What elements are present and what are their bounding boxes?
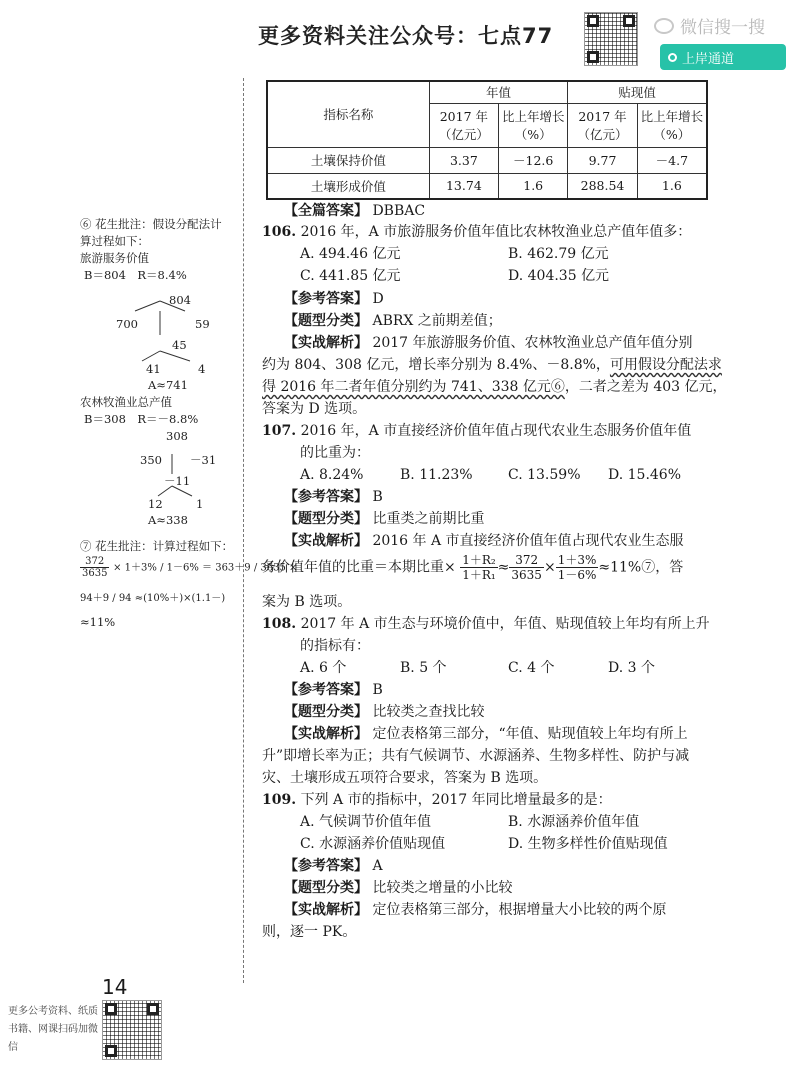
approx-sign: ≈ (497, 559, 510, 576)
tree-node: 350 (140, 453, 162, 467)
option-d: D. 生物多样性价值贴现值 (508, 836, 668, 852)
category-label: 【题型分类】 (284, 313, 368, 329)
note-text: 算过程如下： (80, 234, 149, 248)
q106-stem (262, 222, 691, 242)
tree-result: A≈338 (148, 513, 188, 527)
tree-node: 700 (116, 317, 138, 331)
analysis-line (284, 333, 693, 353)
analysis-text (262, 355, 722, 375)
note-text: B＝804 R＝8.4% (84, 268, 187, 282)
margin-divider (243, 78, 244, 983)
fraction-numerator: 372 (80, 556, 109, 568)
option-a: A. 8.24% (300, 467, 364, 483)
option-a: A. 494.46 亿元 (300, 246, 401, 262)
ref-answer-line (284, 856, 383, 876)
tree-node: 4 (198, 362, 206, 376)
table-subheader-year: 2017 年（亿元） (568, 103, 637, 147)
analysis-label: 【实战解析】 (284, 902, 368, 918)
category-line (284, 311, 502, 331)
ref-answer-line (284, 289, 384, 309)
answers-all-label: 【全篇答案】 (284, 203, 368, 219)
tree-node: 41 (146, 362, 161, 376)
analysis-text: 定位表格第三部分，“年值、贴现值较上年均有所上 (372, 726, 688, 742)
ref-answer-label: 【参考答案】 (284, 291, 368, 307)
question-stem: 下列 A 市的指标中，2017 年同比增量最多的是： (300, 792, 612, 808)
note-text: ≈11% (80, 615, 116, 629)
analysis-text (262, 377, 727, 397)
option-b: B. 5 个 (400, 660, 447, 676)
table-subheader-growth: 比上年增长（%） (637, 103, 707, 147)
analysis-text: 灾、土壤形成五项符合要求，答案为 B 选项。 (262, 770, 548, 786)
category-label: 【题型分类】 (284, 880, 368, 896)
category-value: 比较类之增量的小比较 (372, 880, 513, 896)
table-header-annual: 年值 (429, 81, 568, 103)
question-stem: 2017 年 A 市生态与环境价值中，年值、贴现值较上年均有所上升 (300, 616, 710, 632)
table-header-present: 贴现值 (568, 81, 707, 103)
option-b: B. 11.23% (400, 467, 473, 483)
category-value: 比较类之查找比较 (372, 704, 485, 720)
option-c: C. 4 个 (508, 660, 555, 676)
wechat-search-label: 微信搜一搜 (680, 18, 765, 38)
option-d: D. 404.35 亿元 (508, 268, 610, 284)
fraction (556, 553, 599, 582)
analysis-fragment: 务价值年值的比重＝本期比重× (262, 559, 456, 576)
analysis-fragment: 约为 804、308 亿元，增长率分别为 8.4%、－8.8%， (262, 357, 610, 373)
fraction-numerator: 1＋R₂ (462, 553, 496, 567)
tree-result: A≈741 (148, 378, 188, 392)
table-cell: －12.6 (499, 147, 568, 173)
question-number: 107. (262, 423, 297, 439)
table-subheader-year: 2017 年（亿元） (429, 103, 498, 147)
analysis-label: 【实战解析】 (284, 726, 368, 742)
analysis-text: 答案为 D 选项。 (262, 401, 367, 417)
option-c: C. 441.85 亿元 (300, 268, 401, 284)
tree-node: 1 (196, 497, 204, 511)
ref-answer-value: B (372, 489, 383, 505)
tree-node: 59 (195, 317, 210, 331)
category-line (284, 878, 512, 898)
fraction-numerator: 1＋3% (557, 553, 597, 567)
option-a: A. 6 个 (300, 660, 347, 676)
tree-node: 308 (166, 429, 188, 443)
q109-stem (262, 790, 612, 810)
note-text: 94＋9 / 94 ≈(10%＋)×(1.1－) (80, 593, 226, 604)
category-label: 【题型分类】 (284, 511, 368, 527)
times-sign: × (543, 559, 556, 576)
question-number: 108. (262, 616, 297, 632)
analysis-label: 【实战解析】 (284, 335, 368, 351)
option-b: B. 462.79 亿元 (508, 246, 609, 262)
tree-node: 12 (148, 497, 163, 511)
fraction-denominator: 1－6% (557, 568, 597, 582)
q108-stem (262, 614, 710, 634)
ref-answer-value: B (372, 682, 383, 698)
fraction-denominator: 1＋R₁ (462, 568, 496, 582)
analysis-label: 【实战解析】 (284, 533, 368, 549)
category-line (284, 509, 484, 529)
category-value: ABRX 之前期差值； (372, 313, 502, 329)
option-d: D. 15.46% (608, 467, 682, 483)
note-text: B＝308 R＝－8.8% (84, 412, 199, 426)
fraction-numerator: 372 (509, 553, 544, 568)
note-text: 旅游服务价值 (80, 251, 149, 265)
fraction-denominator: 3635 (82, 568, 108, 579)
analysis-line (284, 531, 684, 551)
ref-answer-value: D (372, 291, 384, 307)
analysis-text: 升”即增长率为正；共有气候调节、水源涵养、生物多样性、防护与减 (262, 748, 690, 764)
question-stem: 2016 年，A 市直接经济价值年值占现代农业生态服务价值年值 (300, 423, 692, 439)
table-cell: 土壤保持价值 (267, 147, 429, 173)
option-c: C. 水源涵养价值贴现值 (300, 836, 446, 852)
q107-stem (262, 421, 691, 441)
question-stem: 的比重为： (300, 445, 370, 461)
option-c: C. 13.59% (508, 467, 581, 483)
category-label: 【题型分类】 (284, 704, 368, 720)
ref-answer-label: 【参考答案】 (284, 489, 368, 505)
table-cell: 土壤形成价值 (267, 173, 429, 199)
footer-promo-text: 更多公考资料、纸质书籍、网课扫码加微信 (8, 1006, 98, 1053)
analysis-fragment: ≈11%⑦，答 (598, 559, 684, 576)
option-a: A. 气候调节价值年值 (300, 814, 432, 830)
tree-node: －31 (190, 453, 217, 467)
fraction (509, 553, 544, 582)
table-header-indicator: 指标名称 (267, 81, 429, 147)
fraction (460, 553, 497, 582)
analysis-line (284, 724, 688, 744)
category-line (284, 702, 484, 722)
table-cell: 1.6 (637, 173, 707, 199)
question-number: 106. (262, 224, 297, 240)
table-cell: 9.77 (568, 147, 637, 173)
table-cell: 288.54 (568, 173, 637, 199)
ref-answer-label: 【参考答案】 (284, 858, 368, 874)
table-cell: 3.37 (429, 147, 498, 173)
option-b: B. 水源涵养价值年值 (508, 814, 640, 830)
question-number: 109. (262, 792, 297, 808)
category-value: 比重类之前期比重 (372, 511, 485, 527)
ref-answer-value: A (372, 858, 383, 874)
note-text: ⑦ 花生批注：计算过程如下： (80, 539, 234, 553)
analysis-text: 则，逐一 PK。 (262, 924, 357, 940)
analysis-text: 2017 年旅游服务价值、农林牧渔业总产值年值分别 (372, 335, 693, 351)
table-cell: －4.7 (637, 147, 707, 173)
analysis-text: 2016 年 A 市直接经济价值年值占现代农业生态服 (372, 533, 684, 549)
ref-answer-line (284, 487, 383, 507)
table-cell: 1.6 (499, 173, 568, 199)
tree-node: 804 (169, 293, 191, 307)
analysis-fragment: ，二者之差为 403 亿元， (564, 379, 727, 395)
page-number: 14 (102, 975, 128, 999)
tree-node: －11 (164, 474, 191, 488)
answers-all-value: DBBAC (372, 203, 426, 219)
shangan-search-label: 上岸通道 (682, 51, 735, 67)
page-header-title: 更多资料关注公众号：七点77 (258, 24, 554, 48)
table-cell: 13.74 (429, 173, 498, 199)
fraction-denominator: 3635 (511, 568, 542, 582)
question-stem: 2016 年，A 市旅游服务价值年值比农林牧渔业总产值年值多： (300, 224, 692, 240)
note-fraction (80, 556, 297, 579)
analysis-line (284, 900, 666, 920)
analysis-text: 案为 B 选项。 (262, 594, 352, 610)
note-text: ⑥ 花生批注：假设分配法计 (80, 217, 222, 231)
analysis-text: 定位表格第三部分，根据增量大小比较的两个原 (372, 902, 667, 918)
note-text: 农林牧渔业总产值 (80, 395, 172, 409)
answers-all-line (284, 201, 425, 221)
analysis-fragment: 可用假设分配法求 (609, 357, 722, 373)
analysis-formula (262, 553, 683, 582)
ref-answer-label: 【参考答案】 (284, 682, 368, 698)
question-stem: 的指标有： (300, 638, 370, 654)
note-text: × 1＋3% / 1－6% ＝ 363＋9 / 3635 × (113, 562, 298, 574)
fraction (80, 556, 109, 579)
tree-node: 45 (172, 338, 187, 352)
option-d: D. 3 个 (608, 660, 655, 676)
ref-answer-line (284, 680, 383, 700)
analysis-fragment: 得 2016 年二者年值分别约为 741、338 亿元⑥ (262, 379, 565, 395)
table-subheader-growth: 比上年增长（%） (499, 103, 568, 147)
qr-code-bottom (102, 1000, 162, 1060)
